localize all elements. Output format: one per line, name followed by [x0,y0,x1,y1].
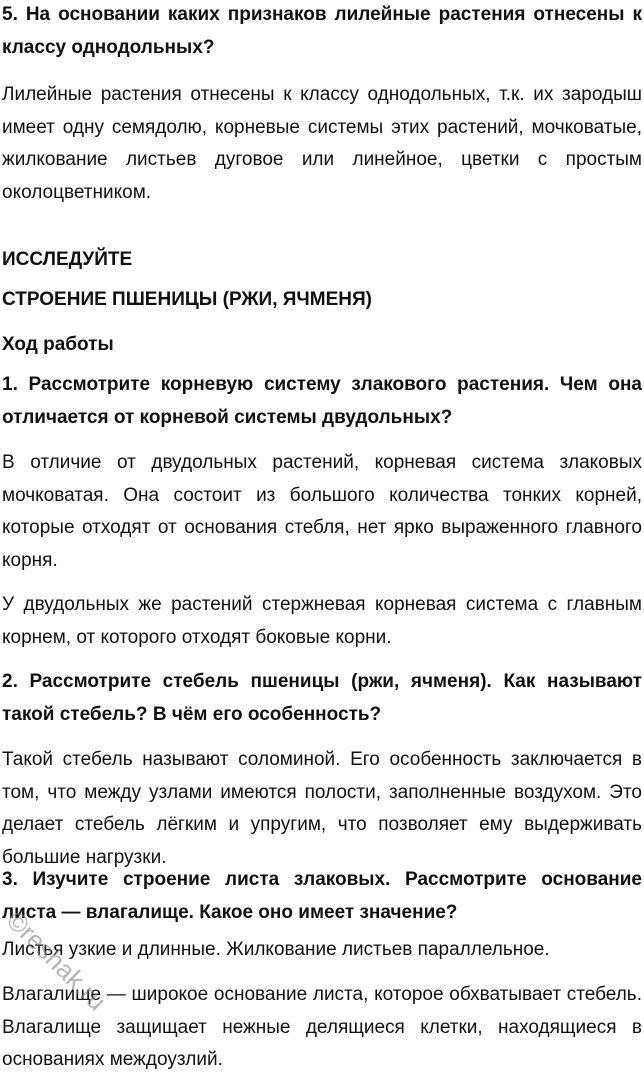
task-1-title: 1. Рассмотрите корневую систему злакового растения. Чем она отличается от корневой системы двудольных? [2,374,642,428]
task-2-title: 2. Рассмотрите стебель пшеницы (ржи, ячменя). Как называют такой стебель? В чём его особенность? [2,671,642,725]
task-1-answer-1: В отличие от двудольных растений, корневая система злаковых мочковатая. Она состоит из большого количества тонких корней, которые отходят от основания стебля, нет ярко выраженного главного корня. [2,452,642,571]
section-heading: ИССЛЕДУЙТЕ [2,249,133,270]
task-3-title: 3. Изучите строение листа злаковых. Рассмотрите основание листа — влагалище. Какое оно имеет значение? [2,869,642,923]
watermark: ©reshak.ru [0,905,113,1017]
question-5-title: 5. На основании каких признаков лилейные растения отнесены к классу однодольных? [2,4,642,58]
task-1-answer-2: У двудольных же растений стержневая корневая система с главным корнем, от которого отходят боковые корни. [2,594,642,648]
task-2-answer: Такой стебель называют соломиной. Его особенность заключается в том, что между узлами имеются полости, заполненные воздухом. Это делает стебель лёгким и упругим, что позволяет ему выдерживать большие нагрузки. [2,749,642,868]
task-3-answer-2: Влагалище — широкое основание листа, которое обхватывает стебель. Влагалище защищает нежные делящиеся клетки, находящиеся в основаниях междоузлий. [2,984,642,1070]
work-progress-heading: Ход работы [2,334,114,355]
section-subtitle: СТРОЕНИЕ ПШЕНИЦЫ (РЖИ, ЯЧМЕНЯ) [2,289,372,310]
task-3-answer-1: Листья узкие и длинные. Жилкование листьев параллельное. [2,939,550,960]
question-5-answer: Лилейные растения отнесены к классу однодольных, т.к. их зародыш имеет одну семядолю, корневые системы этих растений, мочковатые, жилкование листьев дуговое или линейное, цветки с простым околоцветником. [2,84,642,203]
